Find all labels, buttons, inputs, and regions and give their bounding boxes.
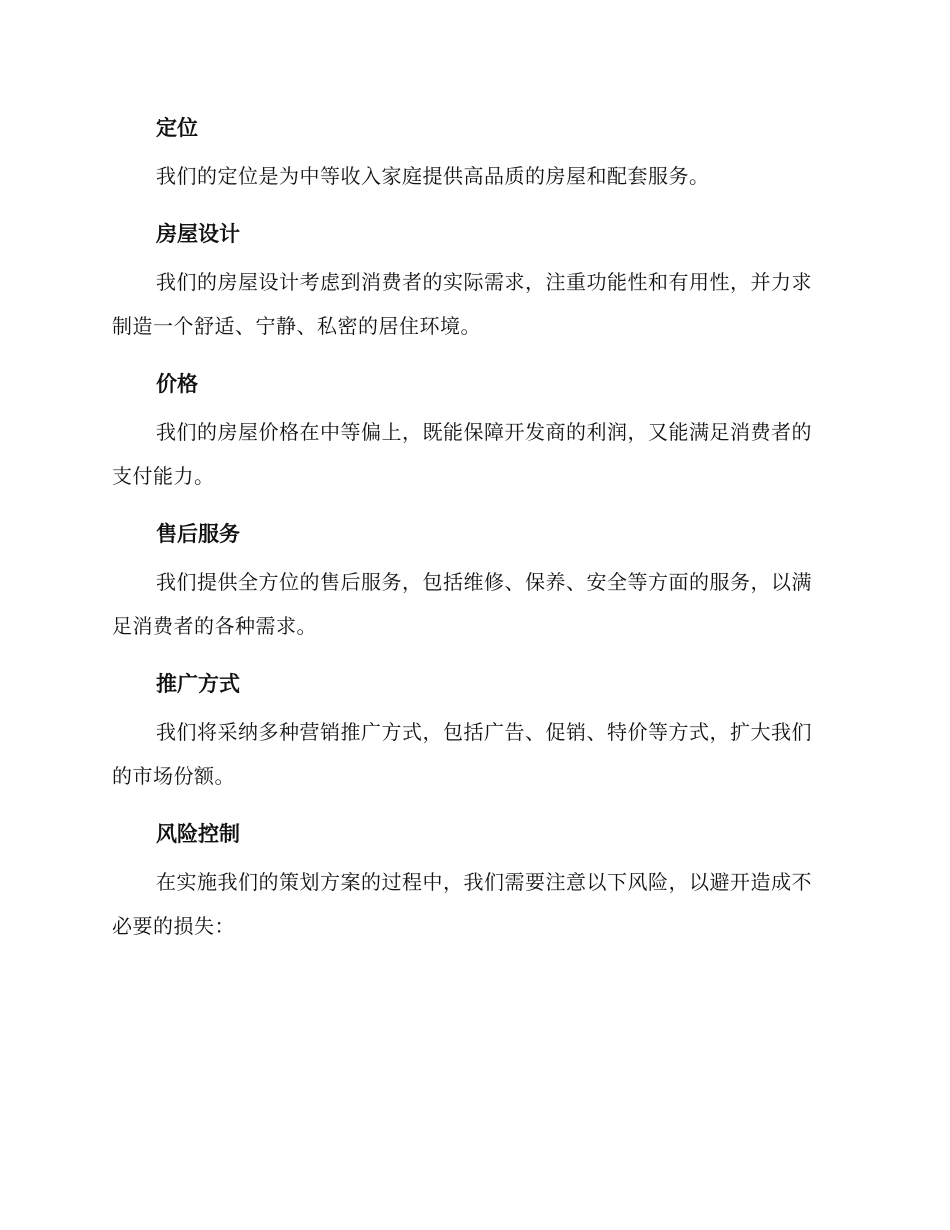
section-paragraph: 我们的房屋价格在中等偏上，既能保障开发商的利润，又能满足消费者的支付能力。	[112, 420, 812, 488]
section-promotion	[112, 664, 830, 798]
section-heading: 售后服务	[156, 522, 240, 546]
section-house-design	[112, 214, 830, 348]
section-heading: 价格	[156, 372, 198, 396]
section-paragraph: 在实施我们的策划方案的过程中，我们需要注意以下风险，以避开造成不必要的损失：	[112, 870, 812, 938]
section-paragraph: 我们的房屋设计考虑到消费者的实际需求，注重功能性和有用性，并力求制造一个舒适、宁静、私密的居住环境。	[112, 270, 812, 338]
section-after-sales	[112, 514, 830, 648]
section-paragraph: 我们将采纳多种营销推广方式，包括广告、促销、特价等方式，扩大我们的市场份额。	[112, 720, 812, 788]
section-heading: 风险控制	[156, 822, 240, 846]
section-heading: 定位	[156, 116, 198, 140]
section-heading: 推广方式	[156, 672, 240, 696]
section-paragraph: 我们提供全方位的售后服务，包括维修、保养、安全等方面的服务，以满足消费者的各种需求。	[112, 570, 812, 638]
section-risk-control	[112, 814, 830, 948]
section-positioning	[112, 108, 830, 198]
document-page	[112, 108, 830, 964]
section-price	[112, 364, 830, 498]
section-paragraph: 我们的定位是为中等收入家庭提供高品质的房屋和配套服务。	[156, 164, 710, 188]
section-heading: 房屋设计	[156, 222, 240, 246]
